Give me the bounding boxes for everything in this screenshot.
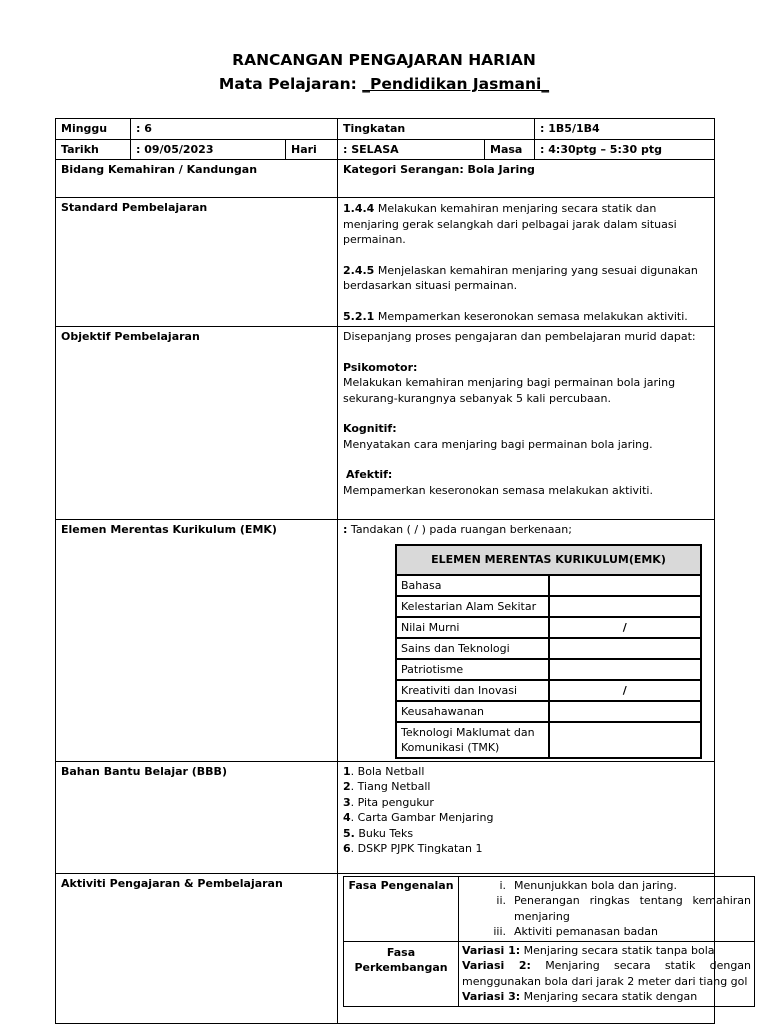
bbb-item: 3. Pita pengukur	[343, 795, 434, 809]
bbb-item: 4. Carta Gambar Menjaring	[343, 811, 494, 824]
emk-label: Elemen Merentas Kurikulum (EMK)	[56, 520, 338, 762]
emk-checkbox[interactable]: /	[549, 680, 702, 701]
standard-item: 5.2.1 Mempamerkan keseronokan semasa melakukan aktiviti.	[343, 309, 688, 323]
bbb-item: 6. DSKP PJPK Tingkatan 1	[343, 842, 483, 855]
emk-table-row: Kreativiti dan Inovasi /	[396, 680, 701, 701]
aktiviti-row	[56, 873, 715, 1023]
emk-table-row: Patriotisme	[396, 659, 701, 680]
list-item: ii. Penerangan ringkas tentang kemahiran menjaring	[496, 894, 752, 923]
bbb-item: 2. Tiang Netball	[343, 780, 431, 793]
list-item: iii. Aktiviti pemanasan badan	[493, 925, 658, 938]
variasi-item: Variasi 3: Menjaring secara statik dengan	[462, 990, 698, 1003]
fasa-perkembangan-label: Fasa Perkembangan	[344, 941, 459, 1006]
emk-checkbox[interactable]: /	[549, 617, 702, 638]
minggu-label: Minggu	[56, 119, 131, 140]
psikomotor-text: Melakukan kemahiran menjaring bagi permainan bola jaring sekurang-kurangnya sebanyak 5 kali percubaan.	[343, 376, 676, 405]
emk-table	[395, 544, 702, 759]
emk-row	[56, 520, 715, 762]
hari-label: Hari	[286, 139, 338, 160]
emk-content	[338, 520, 715, 762]
list-item: i. Menunjukkan bola dan jaring.	[499, 878, 677, 892]
emk-table-header: ELEMEN MERENTAS KURIKULUM(EMK)	[396, 545, 701, 575]
emk-table-row: Nilai Murni /	[396, 617, 701, 638]
objektif-label: Objektif Pembelajaran	[56, 327, 338, 520]
bbb-content	[338, 761, 715, 873]
afektif-title: Afektif:	[346, 468, 393, 481]
emk-checkbox[interactable]	[549, 575, 702, 596]
standard-label: Standard Pembelajaran	[56, 198, 338, 327]
bbb-label: Bahan Bantu Belajar (BBB)	[56, 761, 338, 873]
objektif-content	[338, 327, 715, 520]
emk-checkbox[interactable]	[549, 638, 702, 659]
info-row-tarikh	[56, 139, 715, 160]
fasa-perkembangan-content	[459, 941, 755, 1006]
emk-checkbox[interactable]	[549, 659, 702, 680]
tarikh-value: : 09/05/2023	[131, 139, 286, 160]
aktiviti-content	[338, 873, 752, 1023]
emk-checkbox[interactable]	[549, 722, 702, 758]
tingkatan-value: : 1B5/1B4	[535, 119, 715, 140]
minggu-value: : 6	[131, 119, 338, 140]
emk-checkbox[interactable]	[549, 596, 702, 617]
emk-table-row: Bahasa	[396, 575, 701, 596]
bidang-label: Bidang Kemahiran / Kandungan	[56, 160, 338, 198]
bidang-value: Kategori Serangan: Bola Jaring	[338, 160, 715, 198]
masa-label: Masa	[485, 139, 535, 160]
info-row-minggu	[56, 119, 715, 140]
standard-item: 1.4.4 Melakukan kemahiran menjaring secara statik dan menjaring gerak selangkah dari pelbagai jarak dalam situasi permainan.	[343, 202, 677, 246]
fasa-perkembangan-row	[344, 941, 755, 1006]
kognitif-title: Kognitif:	[343, 422, 397, 435]
emk-table-row: Sains dan Teknologi	[396, 638, 701, 659]
fasa-pengenalan-label: Fasa Pengenalan	[344, 876, 459, 941]
tarikh-label: Tarikh	[56, 139, 131, 160]
masa-value: : 4:30ptg – 5:30 ptg	[535, 139, 715, 160]
page-title: RANCANGAN PENGAJARAN HARIAN	[232, 51, 536, 69]
bidang-row	[56, 160, 715, 198]
afektif-text: Mempamerkan keseronokan semasa melakukan aktiviti.	[343, 483, 653, 497]
bbb-item: 5. Buku Teks	[343, 826, 414, 840]
fasa-pengenalan-content	[459, 876, 755, 941]
standard-content	[338, 198, 715, 327]
standard-item: 2.4.5 Menjelaskan kemahiran menjaring yang sesuai digunakan berdasarkan situasi permainan.	[343, 263, 698, 292]
psikomotor-title: Psikomotor:	[343, 360, 418, 374]
subject-line	[0, 74, 768, 95]
lesson-plan-table	[55, 118, 752, 1024]
bbb-item: 1. Bola Netball	[343, 764, 425, 778]
tingkatan-label: Tingkatan	[338, 119, 535, 140]
objektif-row	[56, 327, 715, 520]
variasi-item: Variasi 2: Menjaring secara statik dengan menggunakan bola dari jarak 2 meter dari tiang gol	[462, 959, 752, 988]
emk-checkbox[interactable]	[549, 701, 702, 722]
emk-instruction: : Tandakan ( / ) pada ruangan berkenaan;	[343, 523, 572, 536]
aktiviti-label: Aktiviti Pengajaran & Pembelajaran	[56, 873, 338, 1023]
fasa-table	[343, 876, 755, 1007]
emk-table-row: Keusahawanan	[396, 701, 701, 722]
variasi-item: Variasi 1: Menjaring secara statik tanpa bola	[462, 943, 715, 957]
objektif-intro: Disepanjang proses pengajaran dan pembelajaran murid dapat:	[343, 330, 696, 343]
kognitif-text: Menyatakan cara menjaring bagi permainan bola jaring.	[343, 437, 653, 451]
subject-label: Mata Pelajaran:	[218, 75, 357, 93]
emk-table-row: Kelestarian Alam Sekitar	[396, 596, 701, 617]
subject-value: _Pendidikan Jasmani_	[362, 75, 550, 93]
hari-value: : SELASA	[338, 139, 485, 160]
standard-row	[56, 198, 715, 327]
bbb-row	[56, 761, 715, 873]
fasa-pengenalan-row	[344, 876, 755, 941]
emk-table-row: Teknologi Maklumat dan Komunikasi (TMK)	[396, 722, 701, 758]
